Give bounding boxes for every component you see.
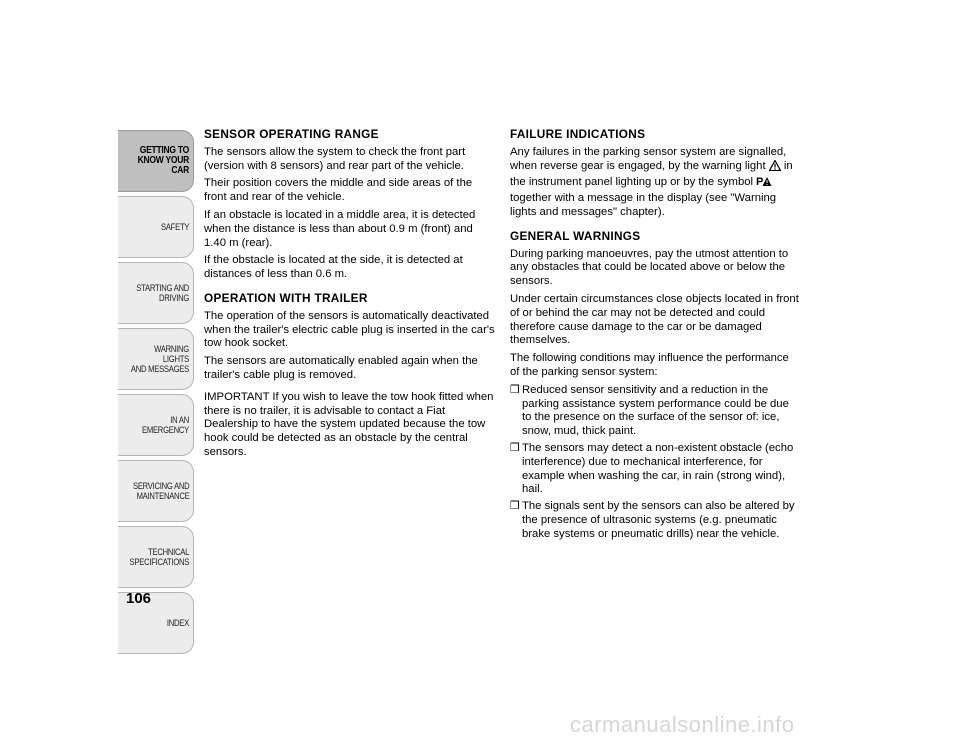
paragraph: Their position covers the middle and side areas of the front and rear of the vehicle.	[204, 177, 473, 204]
right-column	[510, 128, 800, 545]
section-heading: GENERAL WARNINGS	[510, 228, 641, 243]
checkbox-bullet-icon: ❒	[510, 383, 520, 396]
paragraph	[510, 146, 800, 220]
section-heading: OPERATION WITH TRAILER	[204, 290, 368, 305]
tab-in-an-emergency[interactable]	[118, 394, 194, 456]
list-item-text: Reduced sensor sensitivity and a reduction in the parking assistance system performance could be due to the presence on the surface of the sensor of: ice, snow, mud, thick paint.	[522, 383, 789, 438]
paragraph: The sensors allow the system to check the front part (version with 8 sensors) and rear part of the vehicle.	[204, 145, 466, 172]
tab-technical-specifications[interactable]	[118, 526, 194, 588]
paragraph: Under certain circumstances close objects located in front of or behind the car may not be detected and could therefore cause damage to the car or be damaged themselves.	[510, 292, 799, 347]
paragraph: During parking manoeuvres, pay the utmost attention to any obstacles that could be located above or below the sensors.	[510, 247, 789, 288]
paragraph: The sensors are automatically enabled again when the trailer's cable plug is removed.	[204, 355, 478, 381]
list-item-text: The signals sent by the sensors can also be altered by the presence of ultrasonic systems (e.g. pneumatic brake systems or pneumatic drills) near the vehicle.	[522, 500, 795, 540]
watermark: carmanualsonline.info	[570, 712, 795, 737]
tab-label: TECHNICAL SPECIFICATIONS	[129, 547, 189, 567]
tab-safety[interactable]	[118, 196, 194, 258]
tab-getting-to-know-your-car[interactable]	[118, 130, 194, 192]
list-item	[510, 500, 800, 541]
paragraph: The following conditions may influence the performance of the parking sensor system:	[510, 352, 789, 378]
checkbox-bullet-icon: ❒	[510, 500, 520, 513]
left-column	[204, 128, 496, 464]
list-item	[510, 384, 800, 439]
paragraph: The operation of the sensors is automatically deactivated when the trailer's electric cable plug is inserted in the car's tow hook socket.	[204, 309, 495, 350]
section-heading: SENSOR OPERATING RANGE	[204, 127, 379, 141]
text-span: together with a message in the display (see "Warning lights and messages" chapter).	[510, 192, 777, 218]
important-note: IMPORTANT If you wish to leave the tow hook fitted when there is no trailer, it is advisable to contact a Fiat Dealership to have the system updated because the tow hook could be detected as an obstacle by the central sensors.	[204, 390, 494, 458]
list-item	[510, 442, 800, 497]
tab-label: SAFETY	[160, 222, 189, 232]
warning-triangle-icon	[769, 160, 781, 176]
page-number: 106	[126, 590, 152, 607]
tab-label: GETTING TO KNOW YOUR CAR	[137, 145, 189, 176]
tab-starting-and-driving[interactable]	[118, 262, 194, 324]
tab-label: SERVICING AND MAINTENANCE	[132, 481, 189, 501]
tab-label: IN AN EMERGENCY	[141, 415, 189, 435]
svg-text:P: P	[756, 176, 764, 188]
tab-servicing-and-maintenance[interactable]	[118, 460, 194, 522]
tab-warning-lights[interactable]	[118, 328, 194, 390]
parking-sensor-icon	[756, 175, 772, 192]
text-span: in the instrument panel lighting up or by the symbol	[510, 159, 793, 189]
checkbox-bullet-icon: ❒	[510, 441, 520, 454]
list-item-text: The sensors may detect a non-existent obstacle (echo interference) due to mechanical interference, for example when washing the car, in rain (strong wind), hail.	[522, 441, 794, 496]
tab-label: STARTING AND DRIVING	[136, 283, 189, 303]
paragraph: If an obstacle is located in a middle area, it is detected when the distance is less than about 0.9 m (front) and 1.40 m (rear).	[204, 208, 476, 249]
tab-label: INDEX	[166, 618, 189, 628]
section-heading: FAILURE INDICATIONS	[510, 127, 646, 141]
paragraph: If the obstacle is located at the side, it is detected at distances of less than 0.6 m.	[204, 254, 463, 281]
tab-label: WARNING LIGHTS AND MESSAGES	[130, 344, 189, 374]
text-span: Any failures in the parking sensor system are signalled, when reverse gear is engaged, by the warning light	[510, 145, 787, 172]
